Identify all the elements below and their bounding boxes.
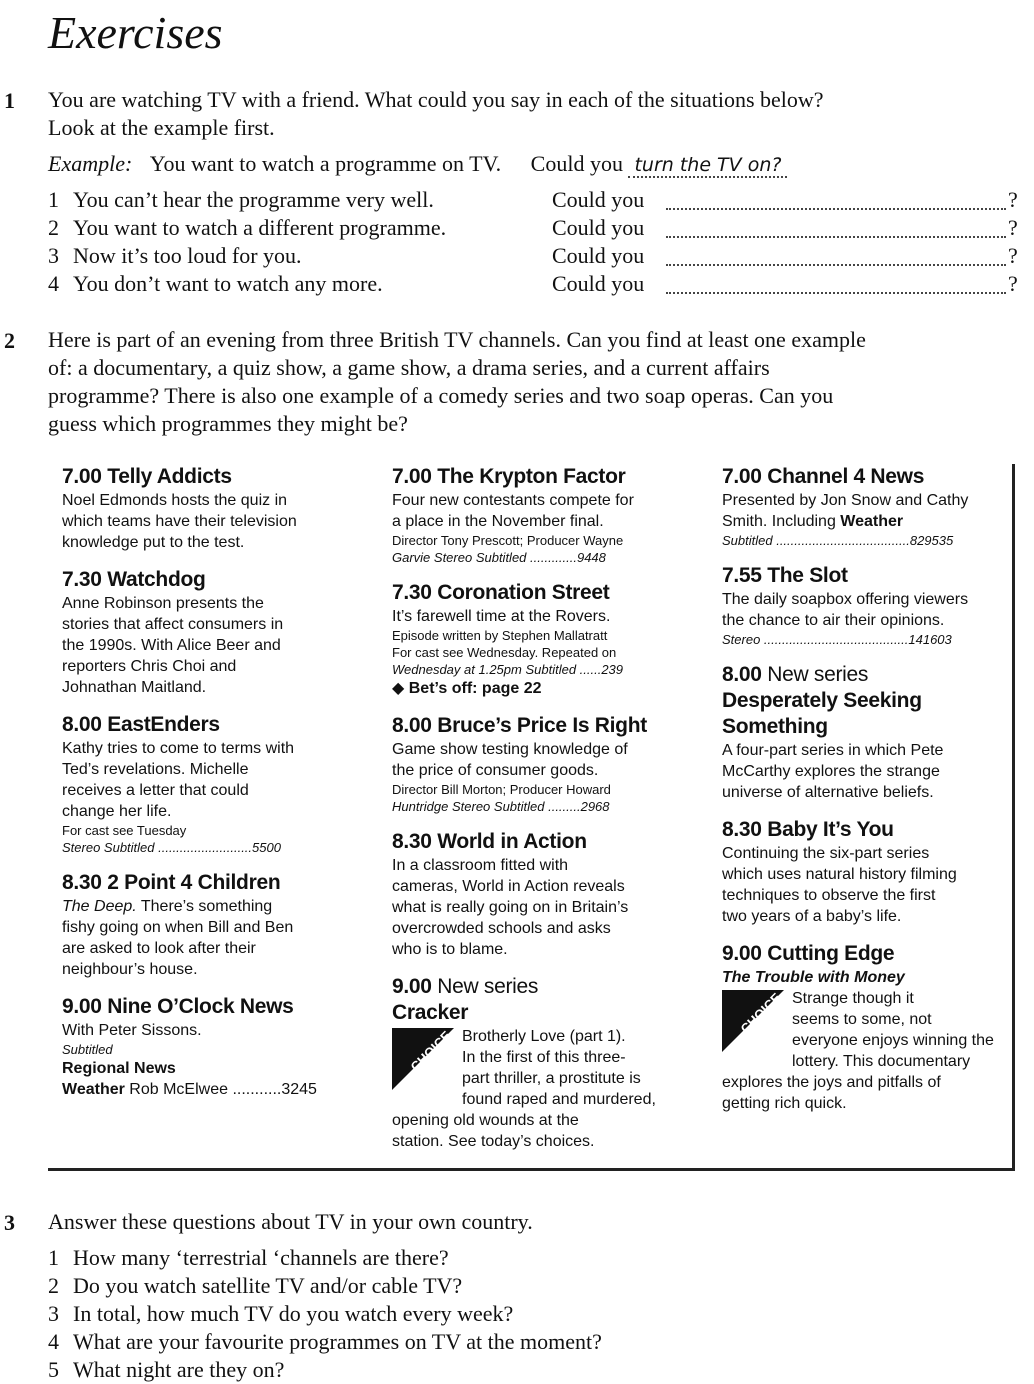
description-line: stories that affect consumers in <box>62 616 284 633</box>
description-line: found raped and murdered, <box>462 1091 656 1108</box>
description-line: reporters Chris Choi and <box>62 658 237 675</box>
exercise-1-item <box>48 242 1018 270</box>
programme-time: 7.00 <box>392 465 432 488</box>
weather-label: Weather <box>62 1081 125 1098</box>
item-text: Now it’s too loud for you. <box>73 243 302 268</box>
exercise-1-instruction <box>48 86 824 142</box>
description-line: the price of consumer goods. <box>392 762 599 779</box>
description-line: fishy going on when Bill and Ben <box>62 919 294 936</box>
description-line: neighbour’s house. <box>62 961 198 978</box>
description-line: station. See today’s choices. <box>392 1133 595 1150</box>
description-line: Kathy tries to come to terms with <box>62 740 295 757</box>
description-line: Ted’s revelations. Michelle <box>62 761 249 778</box>
programme <box>62 870 362 980</box>
description-line: Anne Robinson presents the <box>62 595 264 612</box>
programme-credits: Episode written by Stephen Mallatratt <box>392 628 608 643</box>
description-line: With Peter Sissons. <box>62 1022 202 1039</box>
programme-credit-line: Wednesday at 1.25pm Subtitled ......239 <box>392 662 624 677</box>
exercise-3-instruction: Answer these questions about TV in your own country. <box>48 1209 533 1234</box>
item-text: What night are they on? <box>73 1357 285 1382</box>
programme-credits: For cast see Wednesday. Repeated on <box>392 645 617 660</box>
programme-name: Cracker <box>392 1001 469 1024</box>
programme-description <box>722 740 1004 803</box>
description-line: the chance to air their opinions. <box>722 612 945 629</box>
example-could: Could you <box>530 151 623 176</box>
programme-heading <box>62 464 362 490</box>
description-line: Presented by Jon Snow and Cathy <box>722 492 969 509</box>
exercise-1-number: 1 <box>4 88 15 113</box>
description-line: Continuing the six-part series <box>722 845 930 862</box>
item-number: 3 <box>48 1301 59 1326</box>
description-line: opening old wounds at the <box>392 1112 579 1129</box>
programme-heading <box>392 464 692 490</box>
answer-blank <box>666 246 1006 266</box>
programme-time: 8.00 <box>392 714 432 737</box>
listings-column-2 <box>392 464 692 1166</box>
item-end: ? <box>1008 187 1018 212</box>
item-number: 2 <box>48 215 59 240</box>
exercise-3-number: 3 <box>4 1210 15 1235</box>
programme-name: Watchdog <box>107 568 206 591</box>
programme-heading <box>392 713 692 739</box>
description-line: In a classroom fitted with <box>392 857 569 874</box>
choice-badge <box>722 990 784 1052</box>
programme-time: 9.00 <box>392 975 432 998</box>
programme-name: Coronation Street <box>437 581 610 604</box>
description-line: receives a letter that could <box>62 782 249 799</box>
programme <box>722 662 1004 803</box>
exercise-3-item <box>48 1356 284 1384</box>
item-number: 5 <box>48 1357 59 1382</box>
description-line: techniques to observe the first <box>722 887 936 904</box>
programme-credit-line: Subtitled .....................................829535 <box>722 533 954 548</box>
item-text: You don’t want to watch any more. <box>73 271 383 296</box>
programme-heading <box>722 563 1004 589</box>
programme-name: EastEnders <box>107 713 220 736</box>
instruction-line: of: a documentary, a quiz show, a game show, a drama series, and a current affairs <box>48 355 770 380</box>
programme-time: 8.30 <box>62 871 102 894</box>
exercise-1-item <box>48 186 1018 214</box>
programme-credit-line: Stereo ........................................141603 <box>722 632 952 647</box>
item-end: ? <box>1008 243 1018 268</box>
description-line: Noel Edmonds hosts the quiz in <box>62 492 288 509</box>
answer-blank <box>666 274 1006 294</box>
programme-name: The Slot <box>767 564 848 587</box>
description-line: Brotherly Love (part 1). <box>462 1028 626 1045</box>
programme-name: Something <box>722 715 828 738</box>
description-line: two years of a baby’s life. <box>722 908 902 925</box>
description-line: explores the joys and pitfalls of <box>722 1074 941 1091</box>
answer-blank <box>666 218 1006 238</box>
programme-time: 7.30 <box>62 568 102 591</box>
answer-blank <box>666 190 1006 210</box>
example-text: You want to watch a programme on TV. <box>149 151 502 176</box>
programme-time: 7.55 <box>722 564 762 587</box>
programme-heading <box>62 870 362 896</box>
description-line: change her life. <box>62 803 172 820</box>
programme-extra: Regional News <box>62 1060 176 1077</box>
item-end: ? <box>1008 271 1018 296</box>
programme-description <box>62 490 362 553</box>
programme <box>62 567 362 698</box>
description-line: part thriller, a prostitute is <box>462 1070 641 1087</box>
programme-description <box>722 589 1004 631</box>
description-line: who is to blame. <box>392 941 508 958</box>
item-text: What are your favourite programmes on TV at the moment? <box>73 1329 602 1354</box>
item-number: 1 <box>48 187 59 212</box>
item-number: 1 <box>48 1245 59 1270</box>
description-line: There’s something <box>140 898 273 915</box>
description-line: cameras, World in Action reveals <box>392 878 625 895</box>
programme-time: 7.30 <box>392 581 432 604</box>
programme <box>722 563 1004 648</box>
programme-time: 8.30 <box>392 830 432 853</box>
description-line: The daily soapbox offering viewers <box>722 591 969 608</box>
item-number: 4 <box>48 271 59 296</box>
programme-weather <box>62 1079 362 1100</box>
listings-column-3 <box>722 464 1004 1128</box>
programme-series-tag: New series <box>767 663 869 686</box>
exercise-2-instruction <box>48 326 866 438</box>
example-answer: turn the TV on? <box>628 154 787 178</box>
weather-text: Rob McElwee ...........3245 <box>129 1081 317 1098</box>
description-line: seems to some, not <box>792 1011 932 1028</box>
programme-name: The Krypton Factor <box>437 465 626 488</box>
programme-description <box>392 739 692 781</box>
programme-time: 8.00 <box>722 663 762 686</box>
item-number: 4 <box>48 1329 59 1354</box>
exercise-2-number: 2 <box>4 328 15 353</box>
item-could: Could you <box>552 187 645 212</box>
choice-badge-icon <box>722 990 784 1052</box>
description-line: McCarthy explores the strange <box>722 763 940 780</box>
programme-description <box>62 738 362 822</box>
programme <box>392 713 692 815</box>
exercise-3-item <box>48 1300 513 1328</box>
programme-name: World in Action <box>437 830 587 853</box>
description-line: A four-part series in which Pete <box>722 742 944 759</box>
description-bold: Weather <box>840 513 904 530</box>
programme-heading <box>392 974 692 1000</box>
instruction-line: guess which programmes they might be? <box>48 411 408 436</box>
programme <box>722 941 1004 1114</box>
instruction-line: programme? There is also one example of a comedy series and two soap operas. Can you <box>48 383 834 408</box>
item-text: How many ‘terrestrial ‘channels are there? <box>73 1245 449 1270</box>
programme-time: 9.00 <box>62 995 102 1018</box>
programme-heading <box>62 712 362 738</box>
programme-time: 7.00 <box>62 465 102 488</box>
programme-heading <box>722 662 1004 688</box>
programme-time: 9.00 <box>722 942 762 965</box>
programme <box>392 974 692 1152</box>
programme-name: Baby It’s You <box>767 818 894 841</box>
instruction-line: Here is part of an evening from three British TV channels. Can you find at least one example <box>48 327 866 352</box>
programme-series-tag: New series <box>437 975 539 998</box>
programme-heading <box>392 829 692 855</box>
programme-credits: Director Tony Prescott; Producer Wayne <box>392 533 624 548</box>
instruction-line: Look at the example first. <box>48 115 275 140</box>
programme-description <box>392 606 692 627</box>
svg-text:CHOICE: CHOICE <box>407 1028 454 1075</box>
item-could: Could you <box>552 271 645 296</box>
description-line: everyone enjoys winning the <box>792 1032 994 1049</box>
description-line: getting rich quick. <box>722 1095 847 1112</box>
programme-credit-line: Stereo Subtitled ..........................5500 <box>62 840 281 855</box>
programme-name: Desperately Seeking <box>722 689 922 712</box>
programme-credit-line: Subtitled <box>62 1042 113 1057</box>
programme <box>62 994 362 1100</box>
programme-heading <box>722 464 1004 490</box>
programme-name: Nine O’Clock News <box>107 995 294 1018</box>
description-line: a place in the November final. <box>392 513 604 530</box>
item-text: You want to watch a different programme. <box>73 215 447 240</box>
tv-listings <box>48 464 1015 1171</box>
programme-description <box>62 1020 362 1041</box>
programme-description <box>62 593 362 698</box>
episode-title: The Deep. <box>62 898 137 915</box>
programme-time: 8.00 <box>62 713 102 736</box>
programme-name: Bruce’s Price Is Right <box>437 714 647 737</box>
item-could: Could you <box>552 215 645 240</box>
choice-badge-icon <box>392 1028 454 1090</box>
programme-description <box>722 843 1004 927</box>
programme-name: Cutting Edge <box>767 942 895 965</box>
programme-heading <box>62 994 362 1020</box>
choice-badge <box>392 1028 454 1090</box>
item-could: Could you <box>552 243 645 268</box>
description-line: which teams have their television <box>62 513 297 530</box>
programme-credit-line: Garvie Stereo Subtitled .............9448 <box>392 550 606 565</box>
description-line: lottery. This documentary <box>792 1053 971 1070</box>
description-line: knowledge put to the test. <box>62 534 245 551</box>
item-text: You can’t hear the programme very well. <box>73 187 434 212</box>
item-end: ? <box>1008 215 1018 240</box>
description-line: Strange though it <box>792 990 914 1007</box>
programme-time: 7.00 <box>722 465 762 488</box>
programme-time: 8.30 <box>722 818 762 841</box>
item-number: 2 <box>48 1273 59 1298</box>
exercise-3-item <box>48 1328 602 1356</box>
description-line: Smith. Including <box>722 513 841 530</box>
description-line: universe of alternative beliefs. <box>722 784 934 801</box>
exercise-1-item <box>48 270 1018 298</box>
svg-text:CHOICE: CHOICE <box>737 990 784 1037</box>
programme-description <box>392 490 692 532</box>
programme-name: 2 Point 4 Children <box>107 871 281 894</box>
item-number: 3 <box>48 243 59 268</box>
programme-heading <box>392 580 692 606</box>
programme-description <box>62 896 362 980</box>
item-text: Do you watch satellite TV and/or cable TV? <box>73 1273 463 1298</box>
exercise-1-item <box>48 214 1018 242</box>
description-line: overcrowded schools and asks <box>392 920 611 937</box>
programme-name: Telly Addicts <box>107 465 232 488</box>
description-line: In the first of this three- <box>462 1049 626 1066</box>
programme-name: Channel 4 News <box>767 465 925 488</box>
description-line: It’s farewell time at the Rovers. <box>392 608 611 625</box>
description-line: the 1990s. With Alice Beer and <box>62 637 281 654</box>
example-label: Example: <box>48 151 133 176</box>
programme-heading <box>722 941 1004 967</box>
description-line: what is really going on in Britain’s <box>392 899 629 916</box>
programme-description <box>392 855 692 960</box>
exercise-3-item <box>48 1244 449 1272</box>
programme-heading <box>62 567 362 593</box>
item-text: In total, how much TV do you watch every week? <box>73 1301 514 1326</box>
description-line: Johnathan Maitland. <box>62 679 207 696</box>
programme-credit-line: Huntridge Stereo Subtitled .........2968 <box>392 799 610 814</box>
programme-subtitle: The Trouble with Money <box>722 969 905 986</box>
description-line: Four new contestants compete for <box>392 492 634 509</box>
programme <box>722 464 1004 549</box>
programme-heading <box>722 817 1004 843</box>
programme-description <box>722 490 1004 532</box>
listings-column-1 <box>62 464 362 1114</box>
programme-note: ◆ Bet’s off: page 22 <box>392 680 542 697</box>
programme <box>62 712 362 856</box>
description-line: Game show testing knowledge of <box>392 741 628 758</box>
programme-credits: Director Bill Morton; Producer Howard <box>392 782 611 797</box>
instruction-line: You are watching TV with a friend. What could you say in each of the situations below? <box>48 87 824 112</box>
programme <box>392 580 692 699</box>
programme <box>392 464 692 566</box>
description-line: are asked to look after their <box>62 940 256 957</box>
programme <box>62 464 362 553</box>
programme <box>722 817 1004 927</box>
description-line: which uses natural history filming <box>722 866 957 883</box>
programme <box>392 829 692 960</box>
programme-credits: For cast see Tuesday <box>62 823 187 838</box>
example-line <box>48 150 787 179</box>
exercise-3-item <box>48 1272 462 1300</box>
page-title: Exercises <box>48 7 223 58</box>
